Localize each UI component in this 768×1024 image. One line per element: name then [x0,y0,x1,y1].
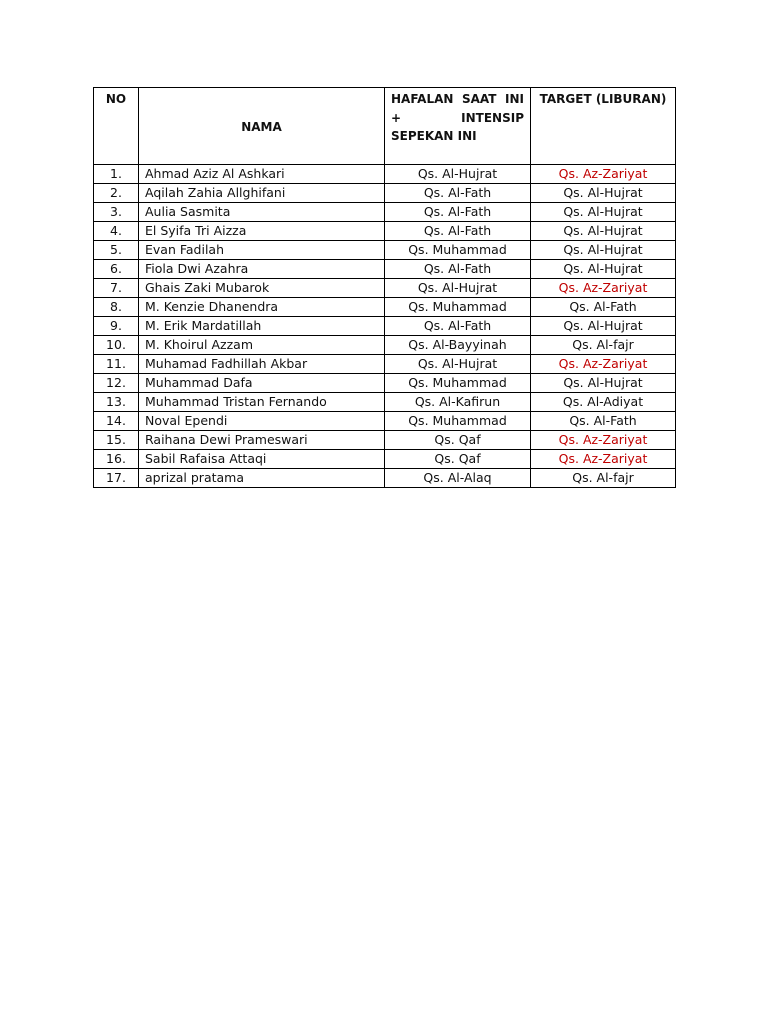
cell-nama: M. Kenzie Dhanendra [139,298,385,317]
cell-target: Qs. Az-Zariyat [531,431,676,450]
cell-hafalan: Qs. Qaf [385,450,531,469]
table-row [94,336,676,355]
cell-target: Qs. Al-Hujrat [531,241,676,260]
cell-target: Qs. Az-Zariyat [531,355,676,374]
cell-nama: Sabil Rafaisa Attaqi [139,450,385,469]
cell-target: Qs. Al-Hujrat [531,222,676,241]
cell-target: Qs. Az-Zariyat [531,450,676,469]
cell-hafalan: Qs. Al-Hujrat [385,279,531,298]
table-row [94,412,676,431]
cell-target: Qs. Al-Fath [531,298,676,317]
cell-nama: Aqilah Zahia Allghifani [139,184,385,203]
header-hafalan: HAFALAN SAAT INI + INTENSIP SEPEKAN INI [385,88,531,165]
cell-target: Qs. Al-Hujrat [531,374,676,393]
cell-no: 11. [94,355,139,374]
header-no: NO [94,88,139,165]
cell-no: 14. [94,412,139,431]
header-row [94,88,676,165]
cell-hafalan: Qs. Muhammad [385,298,531,317]
cell-no: 1. [94,165,139,184]
cell-target: Qs. Al-fajr [531,469,676,488]
cell-nama: Noval Ependi [139,412,385,431]
cell-nama: Muhamad Fadhillah Akbar [139,355,385,374]
document-page [93,87,675,488]
cell-target: Qs. Az-Zariyat [531,165,676,184]
table-row [94,241,676,260]
table-header [94,88,676,165]
cell-no: 16. [94,450,139,469]
table-row [94,279,676,298]
cell-target: Qs. Az-Zariyat [531,279,676,298]
table-row [94,222,676,241]
table-row [94,203,676,222]
cell-nama: El Syifa Tri Aizza [139,222,385,241]
table-row [94,374,676,393]
cell-no: 8. [94,298,139,317]
cell-target: Qs. Al-Hujrat [531,260,676,279]
cell-target: Qs. Al-fajr [531,336,676,355]
hafalan-table [93,87,676,488]
cell-nama: Muhammad Tristan Fernando [139,393,385,412]
cell-no: 13. [94,393,139,412]
cell-hafalan: Qs. Al-Hujrat [385,165,531,184]
header-nama: NAMA [139,88,385,165]
cell-nama: M. Khoirul Azzam [139,336,385,355]
table-row [94,298,676,317]
cell-no: 7. [94,279,139,298]
cell-no: 4. [94,222,139,241]
cell-nama: Raihana Dewi Prameswari [139,431,385,450]
cell-hafalan: Qs. Al-Kafirun [385,393,531,412]
cell-target: Qs. Al-Hujrat [531,317,676,336]
cell-hafalan: Qs. Muhammad [385,374,531,393]
table-row [94,184,676,203]
table-row [94,469,676,488]
cell-nama: Ghais Zaki Mubarok [139,279,385,298]
cell-nama: Ahmad Aziz Al Ashkari [139,165,385,184]
cell-hafalan: Qs. Muhammad [385,412,531,431]
cell-hafalan: Qs. Al-Fath [385,222,531,241]
cell-no: 3. [94,203,139,222]
cell-hafalan: Qs. Al-Fath [385,203,531,222]
cell-hafalan: Qs. Al-Fath [385,317,531,336]
table-row [94,393,676,412]
header-target: TARGET (LIBURAN) [531,88,676,165]
cell-no: 9. [94,317,139,336]
table-row [94,450,676,469]
cell-no: 6. [94,260,139,279]
cell-target: Qs. Al-Fath [531,412,676,431]
cell-hafalan: Qs. Al-Hujrat [385,355,531,374]
table-row [94,165,676,184]
cell-no: 15. [94,431,139,450]
cell-nama: Muhammad Dafa [139,374,385,393]
table-row [94,431,676,450]
cell-no: 5. [94,241,139,260]
cell-hafalan: Qs. Al-Fath [385,260,531,279]
cell-nama: Fiola Dwi Azahra [139,260,385,279]
cell-hafalan: Qs. Al-Bayyinah [385,336,531,355]
table-row [94,317,676,336]
cell-no: 2. [94,184,139,203]
cell-hafalan: Qs. Qaf [385,431,531,450]
cell-nama: M. Erik Mardatillah [139,317,385,336]
cell-target: Qs. Al-Hujrat [531,203,676,222]
cell-target: Qs. Al-Adiyat [531,393,676,412]
cell-hafalan: Qs. Muhammad [385,241,531,260]
cell-nama: aprizal pratama [139,469,385,488]
cell-nama: Evan Fadilah [139,241,385,260]
cell-hafalan: Qs. Al-Alaq [385,469,531,488]
cell-no: 10. [94,336,139,355]
table-row [94,355,676,374]
cell-nama: Aulia Sasmita [139,203,385,222]
cell-no: 17. [94,469,139,488]
cell-target: Qs. Al-Hujrat [531,184,676,203]
cell-no: 12. [94,374,139,393]
cell-hafalan: Qs. Al-Fath [385,184,531,203]
table-row [94,260,676,279]
table-body [94,165,676,488]
